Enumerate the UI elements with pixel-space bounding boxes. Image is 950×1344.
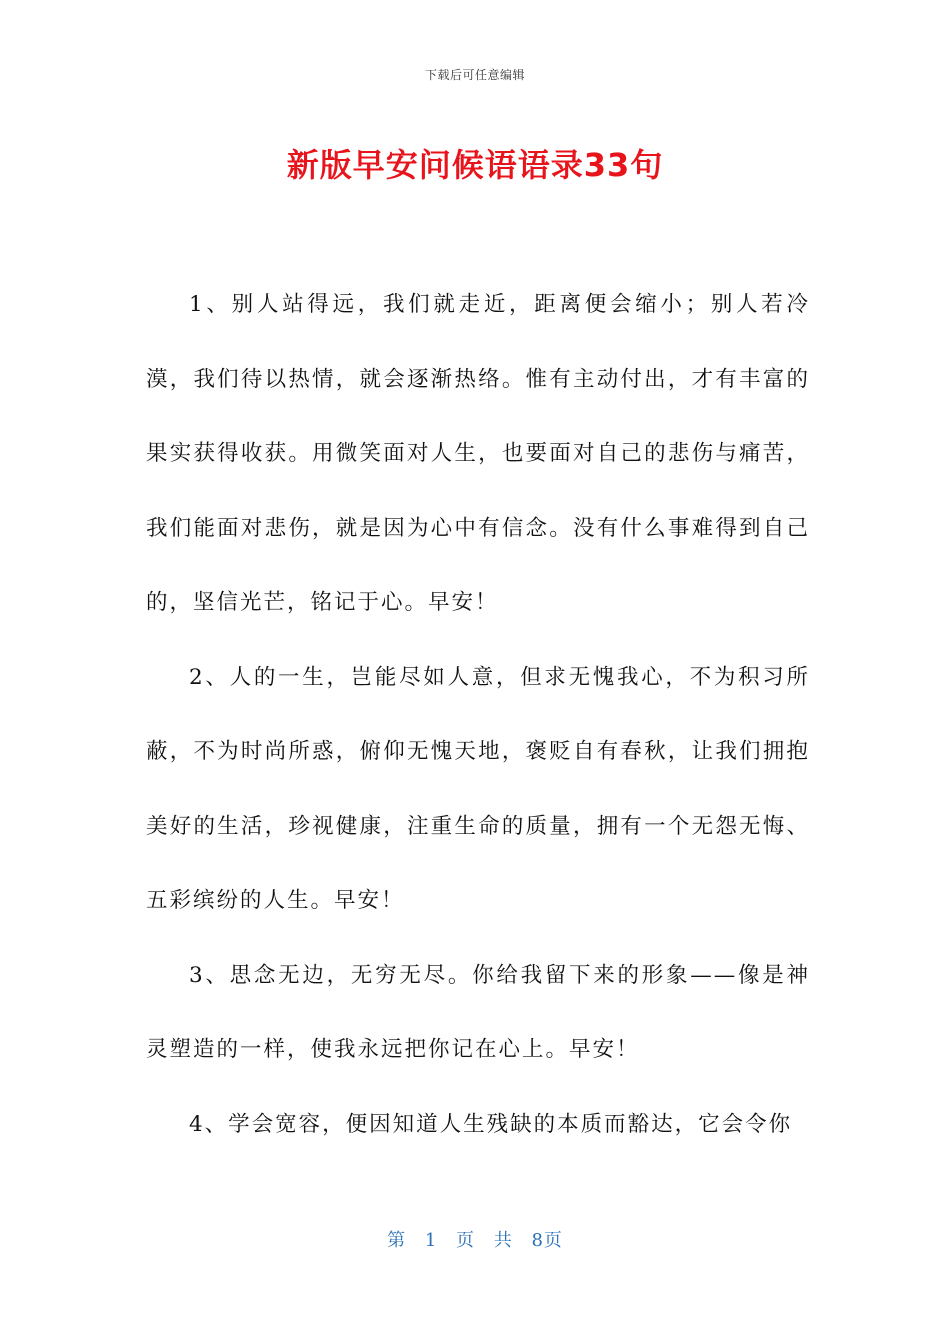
header-note: 下载后可任意编辑 [424, 68, 525, 82]
footer-current-page: 1 [424, 1230, 438, 1251]
paragraph-3: 3、思念无边，无穷无尽。你给我留下来的形象——像是神灵塑造的一样，使我永远把你记在心上。早安！ [146, 962, 810, 1062]
footer-prefix: 第 [387, 1230, 407, 1251]
page-footer [0, 1226, 950, 1252]
paragraph-2: 2、人的一生，岂能尽如人意，但求无愧我心，不为积习所蔽，不为时尚所惑，俯仰无愧天地，褒贬自有春秋，让我们拥抱美好的生活，珍视健康，注重生命的质量，拥有一个无怨无悔、五彩缤纷的人生。早安！ [146, 664, 810, 913]
paragraph-4: 4、学会宽容，便因知道人生残缺的本质而豁达，它会令你 [189, 1111, 793, 1137]
paragraph-1: 1、别人站得远，我们就走近，距离便会缩小；别人若冷漠，我们待以热情，就会逐渐热络。惟有主动付出，才有丰富的果实获得收获。用微笑面对人生，也要面对自己的悲伤与痛苦，我们能面对悲伤，就是因为心中有信念。没有什么事难得到自己的，坚信光芒，铭记于心。早安！ [146, 292, 810, 615]
footer-total-pages: 8页 [531, 1230, 563, 1251]
document-title: 新版早安问候语语录33句 [286, 146, 664, 184]
document-body [146, 268, 810, 1162]
footer-total-label: 共 [493, 1230, 513, 1251]
footer-page-label: 页 [456, 1230, 475, 1251]
